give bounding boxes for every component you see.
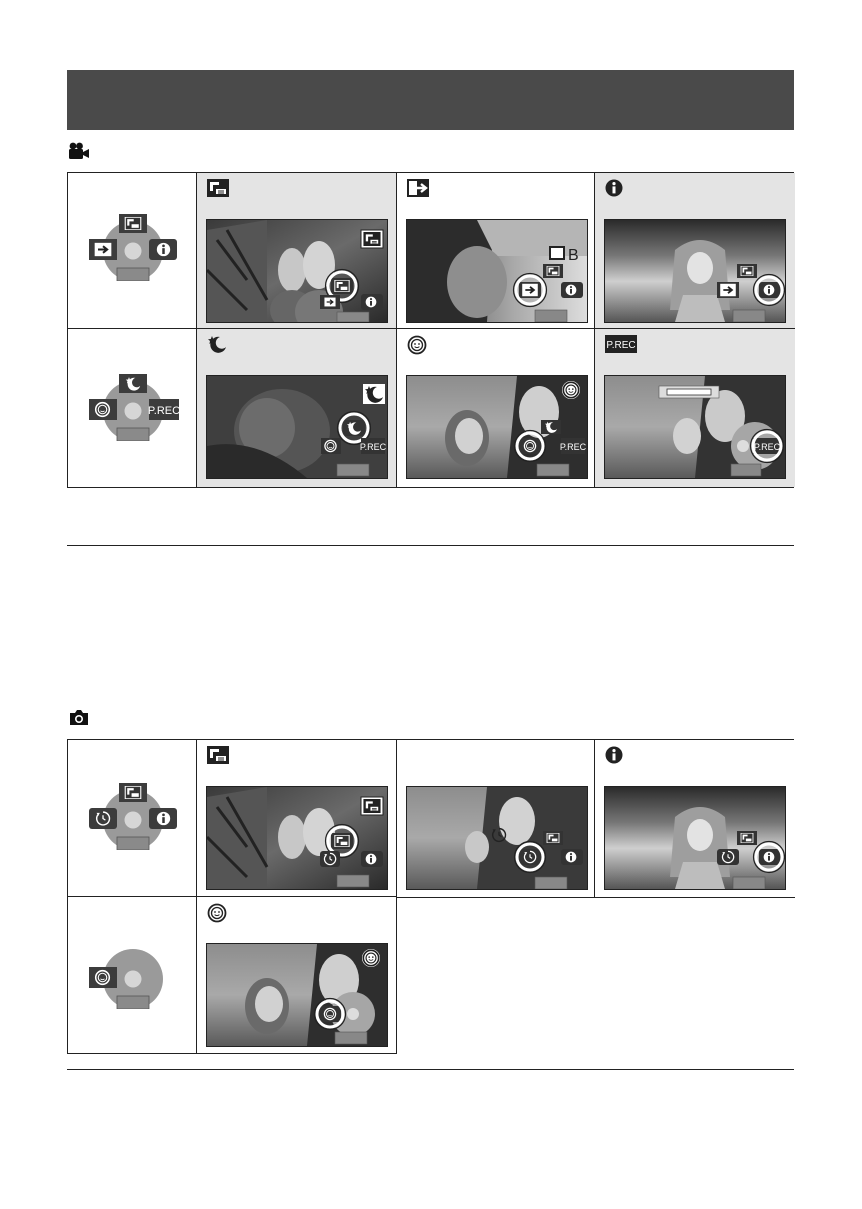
dial-cell-photo-row2 [68,897,197,1053]
dial-cell-photo-row1 [68,740,197,898]
mode-cell-night [197,329,397,487]
pre-rec-icon [605,335,637,353]
preview-photo-baby [206,375,388,479]
face-framing-icon [207,903,227,923]
preview-photo-pre-rec [604,375,786,479]
help-icon [605,179,623,197]
operation-dial [85,939,181,1009]
preview-photo-girl-profile [406,219,588,323]
preview-photo-girl-coast [604,219,786,323]
backlight-compensation-icon [207,179,229,197]
mode-cell-help [595,173,795,329]
help-icon [605,746,623,764]
operation-dial [85,211,181,281]
still-camera-icon [68,707,90,727]
mode-cell-pre-rec [595,329,795,487]
section-header-banner [67,70,794,130]
mode-cell-self-timer [397,740,595,898]
dial-cell-movie-row1 [68,173,197,329]
preview-photo-playground [206,219,388,323]
movie-camera-icon [68,141,90,161]
pre-rec-icon-label: P.REC [606,340,636,351]
mode-cell-fade [397,173,595,329]
night-mode-icon [207,335,227,353]
preview-photo-two-girls [406,786,588,890]
preview-photo-two-girls [406,375,588,479]
preview-photo-girl-coast [604,786,786,890]
face-framing-icon [407,335,427,355]
photo-mode-table-row2 [67,896,397,1054]
section-divider [67,1069,794,1070]
mode-cell-face-framing [397,329,595,487]
backlight-compensation-icon [207,746,229,764]
pre-rec-overlay-label: P.REC [559,442,587,452]
mode-cell-backlight [197,173,397,329]
fade-color-indicator: B [568,247,579,264]
dial-cell-movie-row2 [68,329,197,487]
pre-rec-overlay-label: P.REC [753,442,781,452]
mode-cell-photo-face-framing [197,897,396,1053]
mode-cell-photo-help [595,740,795,898]
movie-mode-table [67,172,794,488]
operation-dial [85,371,181,441]
preview-photo-two-girls [206,943,388,1047]
operation-dial [85,780,181,850]
fade-icon [407,179,429,197]
photo-mode-table [67,739,794,897]
pre-rec-button-label: P.REC [147,405,181,417]
section-divider [67,545,794,546]
preview-photo-playground [206,786,388,890]
pre-rec-overlay-label: P.REC [359,442,387,452]
mode-cell-photo-backlight [197,740,397,898]
